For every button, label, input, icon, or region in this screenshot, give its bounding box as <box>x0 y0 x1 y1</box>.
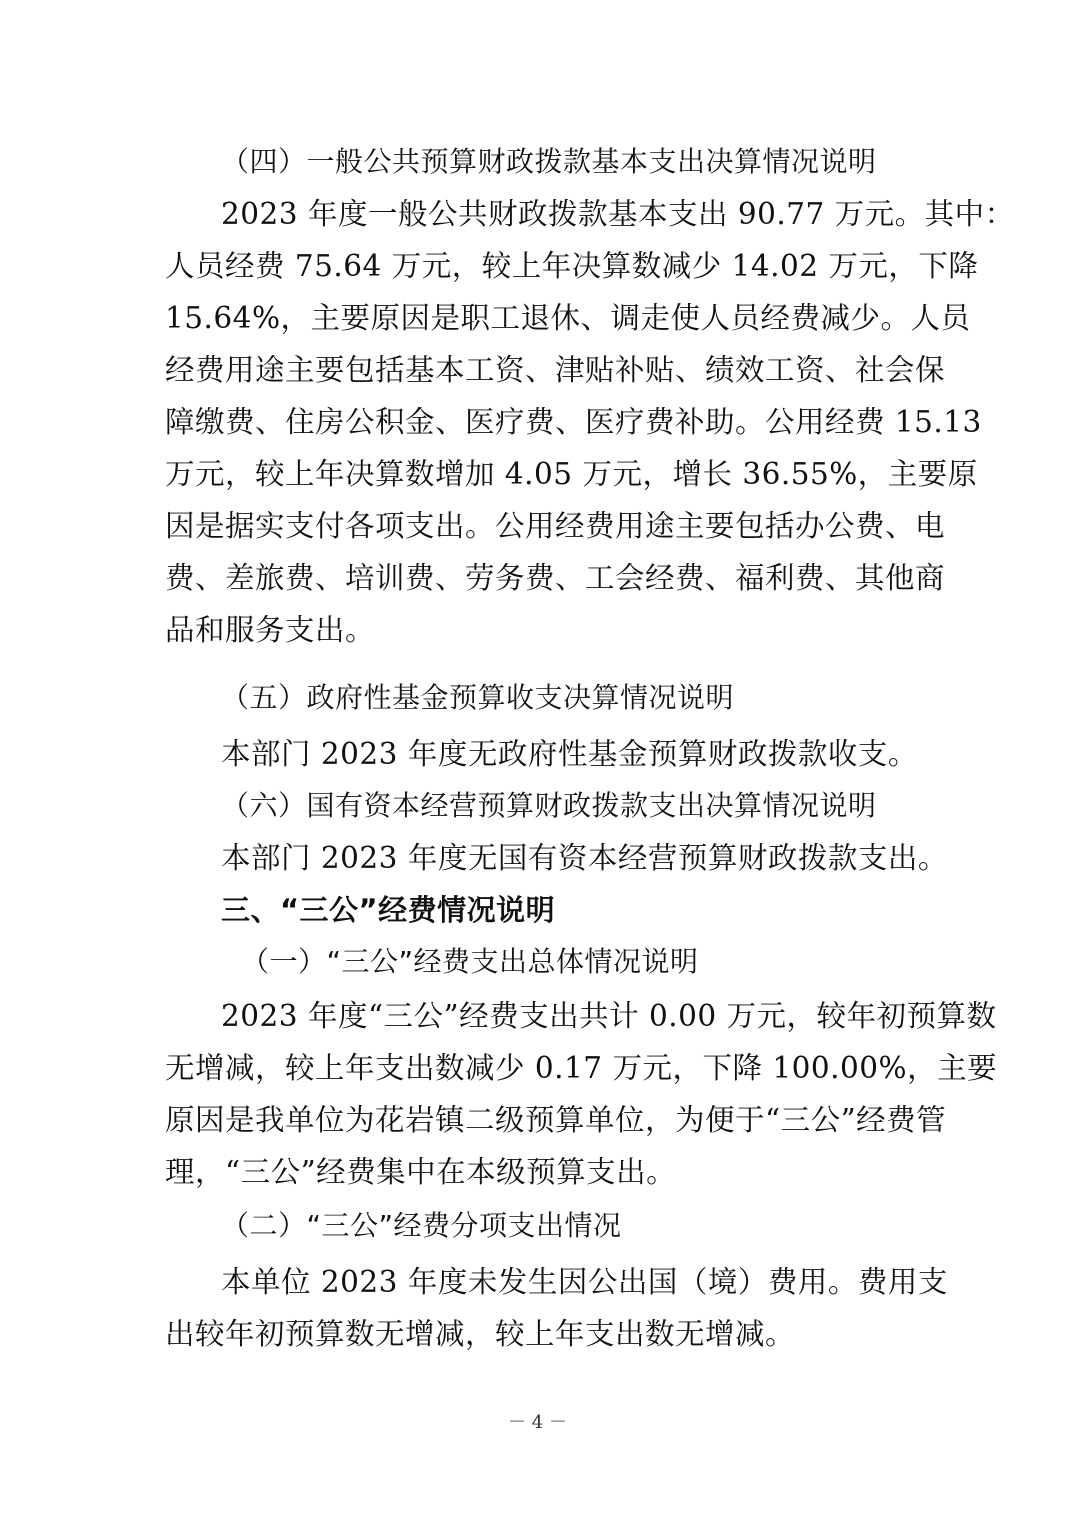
paragraph-line: 品和服务支出。 <box>165 613 376 647</box>
paragraph-line: 原因是我单位为花岩镇二级预算单位，为便于“三公”经费管 <box>165 1103 947 1137</box>
part-3-2-heading: （二）“三公”经费分项支出情况 <box>221 1209 622 1242</box>
section-5-heading: （五）政府性基金预算收支决算情况说明 <box>221 681 735 714</box>
paragraph-line: 无增减，较上年支出数减少 0.17 万元，下降 100.00%，主要 <box>165 1051 998 1085</box>
paragraph-line: 出较年初预算数无增减，较上年支出数无增减。 <box>165 1317 796 1351</box>
paragraph-line: 万元，较上年决算数增加 4.05 万元，增长 36.55%，主要原 <box>165 457 978 491</box>
paragraph-line: 2023 年度“三公”经费支出共计 0.00 万元，较年初预算数 <box>221 999 997 1033</box>
paragraph-line: 人员经费 75.64 万元，较上年决算数减少 14.02 万元，下降 <box>165 249 979 283</box>
paragraph-line: 障缴费、住房公积金、医疗费、医疗费补助。公用经费 15.13 <box>165 405 982 439</box>
paragraph-line: 费、差旅费、培训费、劳务费、工会经费、福利费、其他商 <box>165 561 946 595</box>
section-6-text: 本部门 2023 年度无国有资本经营预算财政拨款支出。 <box>221 841 948 875</box>
part-3-1-heading: （一）“三公”经费支出总体情况说明 <box>241 945 699 978</box>
part-3-heading: 三、“三公”经费情况说明 <box>221 893 556 927</box>
section-5-text: 本部门 2023 年度无政府性基金预算财政拨款收支。 <box>221 737 918 771</box>
paragraph-line: 本单位 2023 年度未发生因公出国（境）费用。费用支 <box>221 1265 948 1299</box>
section-4-heading: （四）一般公共预算财政拨款基本支出决算情况说明 <box>221 145 877 178</box>
paragraph-line: 经费用途主要包括基本工资、津贴补贴、绩效工资、社会保 <box>165 353 946 387</box>
section-6-heading: （六）国有资本经营预算财政拨款支出决算情况说明 <box>221 789 877 822</box>
page-number: － 4 － <box>508 1412 567 1433</box>
paragraph-line: 2023 年度一般公共财政拨款基本支出 90.77 万元。其中： <box>221 197 1015 231</box>
paragraph-line: 因是据实支付各项支出。公用经费用途主要包括办公费、电 <box>165 509 946 543</box>
paragraph-line: 15.64%，主要原因是职工退休、调走使人员经费减少。人员 <box>165 301 971 335</box>
paragraph-line: 理，“三公”经费集中在本级预算支出。 <box>165 1155 677 1189</box>
